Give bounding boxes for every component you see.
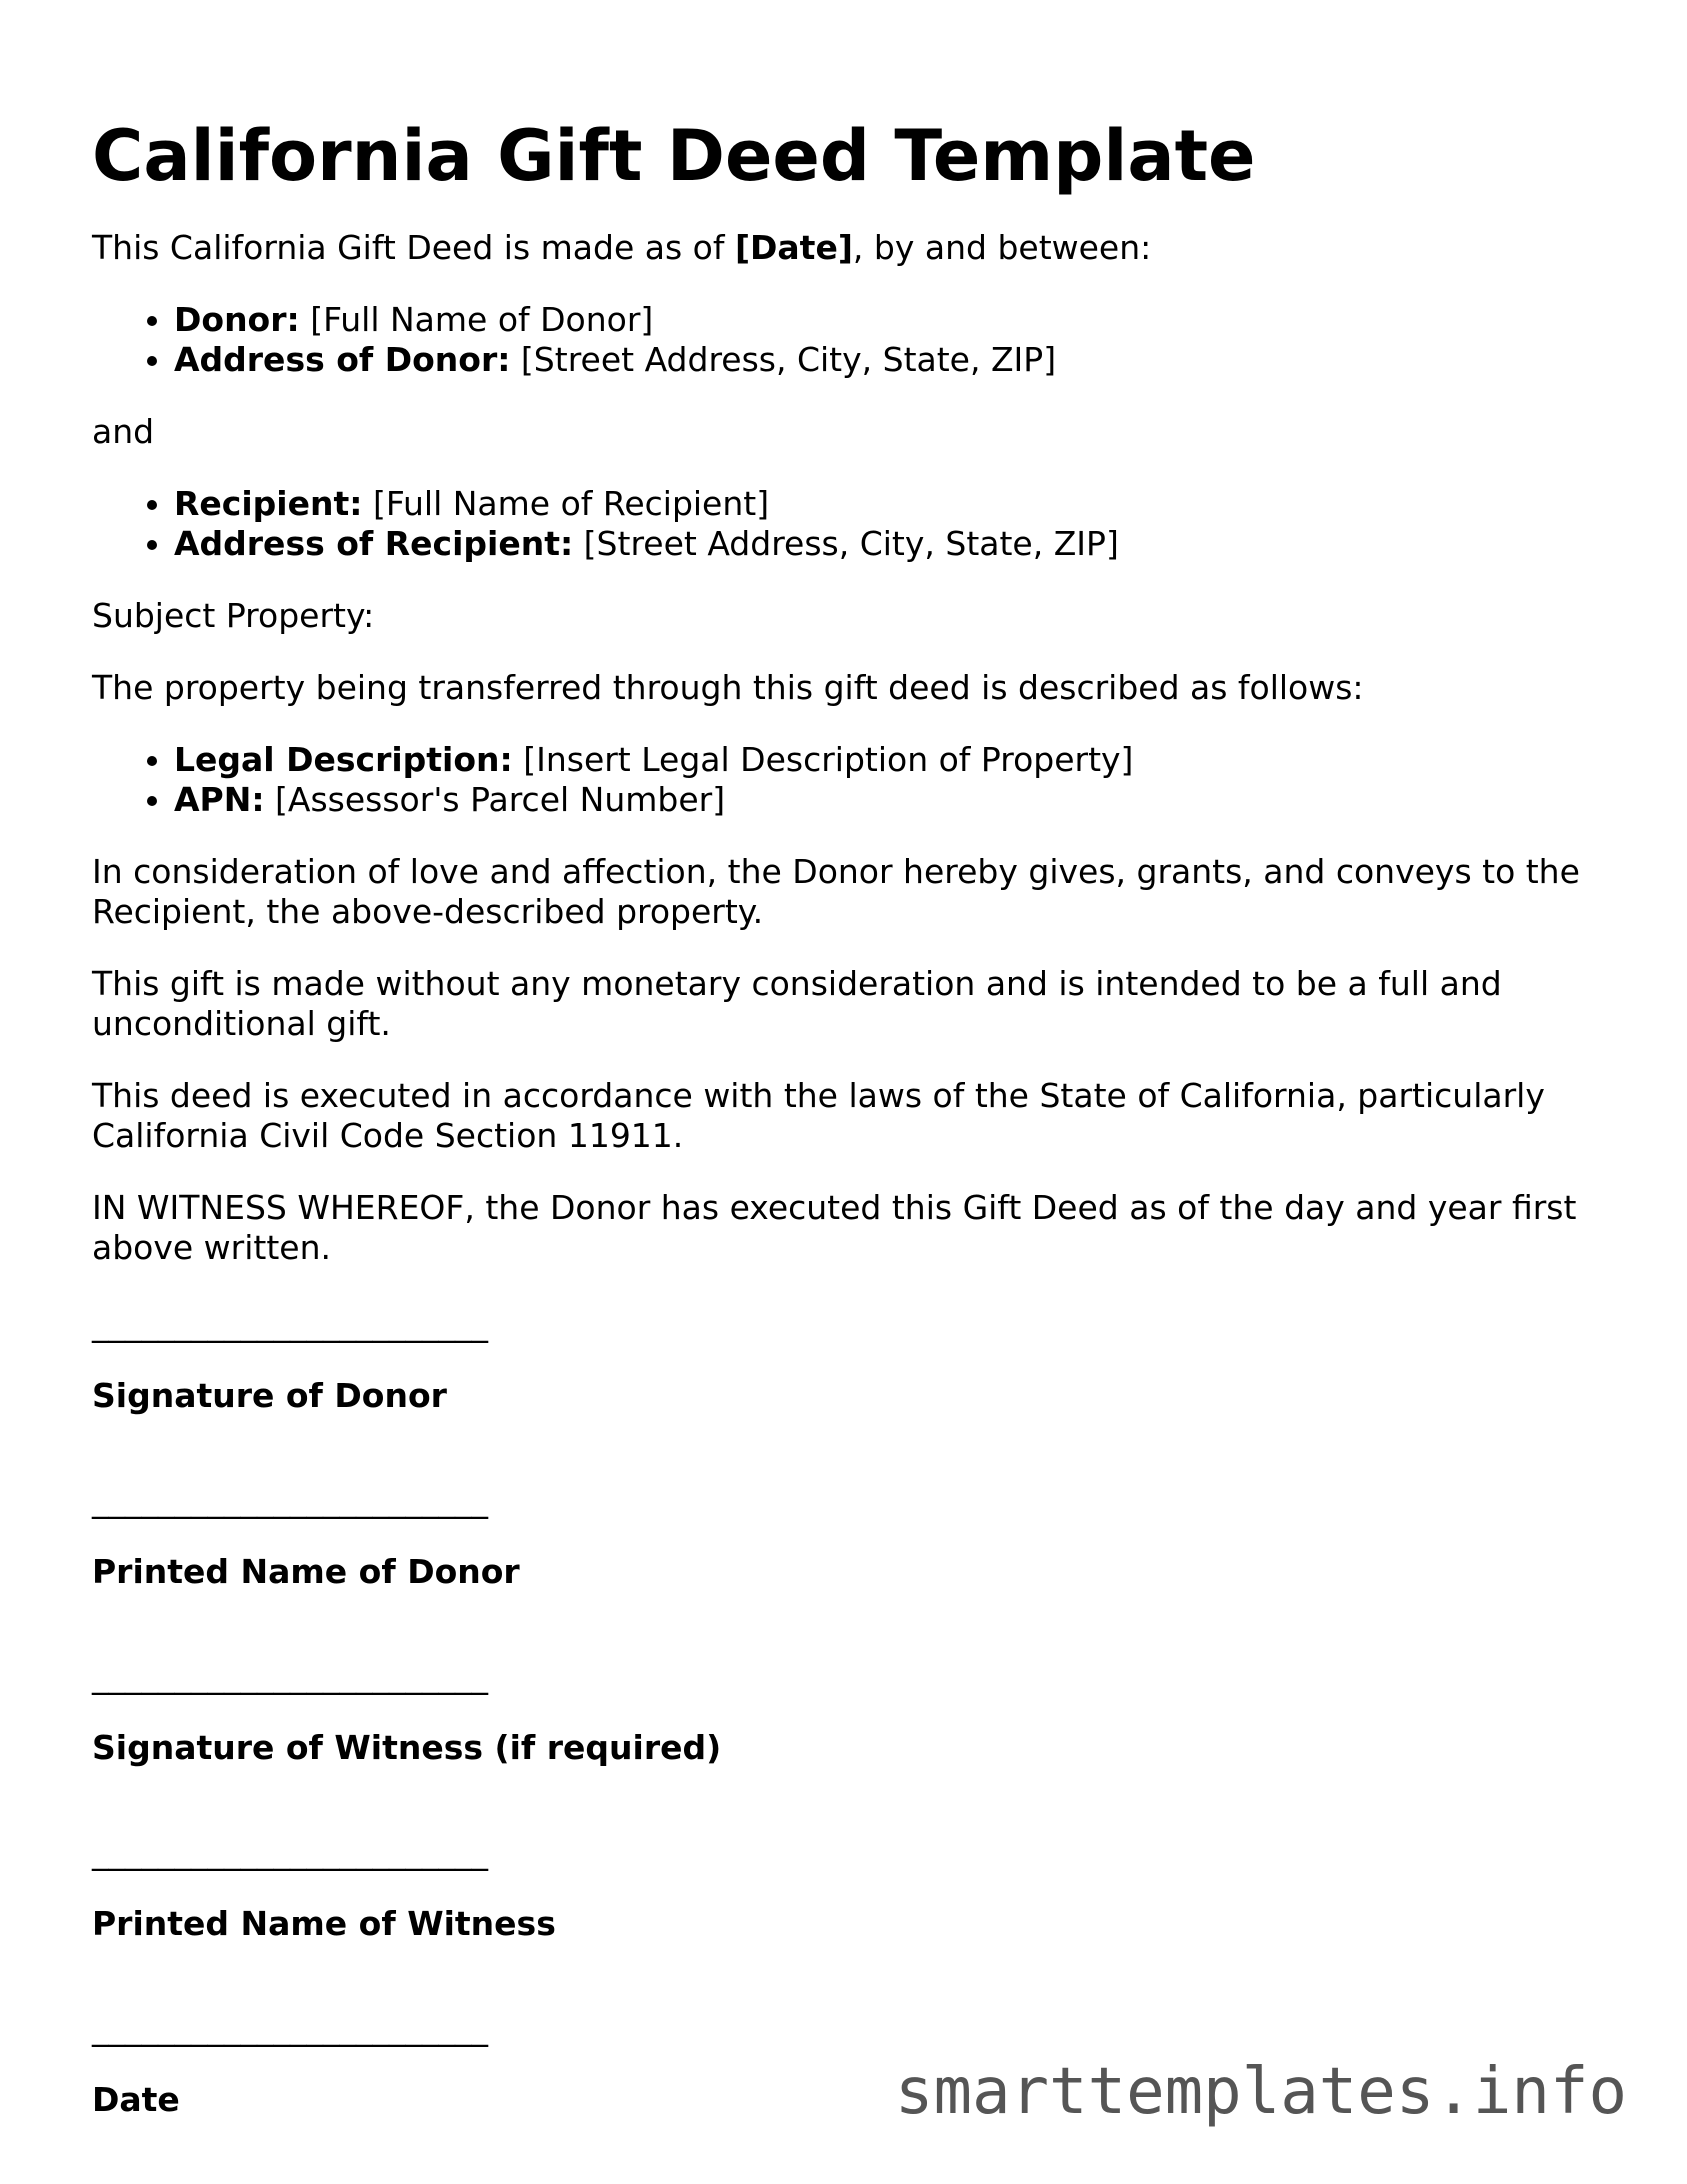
donor-address-label: Address of Donor: xyxy=(174,340,511,379)
recipient-list xyxy=(92,484,1612,564)
donor-value: [Full Name of Donor] xyxy=(299,300,654,339)
list-item-legal-description xyxy=(174,740,1612,780)
signature-line-date: ________________________ xyxy=(92,2008,488,2047)
signature-line-donor: ________________________ xyxy=(92,1304,488,1343)
subject-property-heading: Subject Property: xyxy=(92,596,375,635)
donor-label: Donor: xyxy=(174,300,300,339)
signature-of-witness-label: Signature of Witness (if required) xyxy=(92,1728,722,1767)
recipient-value: [Full Name of Recipient] xyxy=(362,484,770,523)
recipient-address-label: Address of Recipient: xyxy=(174,524,574,563)
legal-description-value: [Insert Legal Description of Property] xyxy=(512,740,1134,779)
intro-paragraph xyxy=(92,228,1612,268)
list-item-donor-address xyxy=(174,340,1612,380)
witness-paragraph: IN WITNESS WHEREOF, the Donor has executed this Gift Deed as of the day and year first above written. xyxy=(92,1188,1577,1267)
recipient-address-value: [Street Address, City, State, ZIP] xyxy=(573,524,1119,563)
printed-name-of-witness-label: Printed Name of Witness xyxy=(92,1904,556,1943)
document-page xyxy=(92,112,1612,2184)
signature-block xyxy=(92,1304,1612,2120)
signature-of-donor-label: Signature of Donor xyxy=(92,1376,447,1415)
signature-line-printed-witness: ________________________ xyxy=(92,1832,488,1871)
intro-before: This California Gift Deed is made as of xyxy=(92,228,735,267)
date-label: Date xyxy=(92,2080,180,2119)
signature-line-printed-donor: ________________________ xyxy=(92,1480,488,1519)
apn-label: APN: xyxy=(174,780,265,819)
property-intro: The property being transferred through this gift deed is described as follows: xyxy=(92,668,1364,707)
apn-value: [Assessor's Parcel Number] xyxy=(264,780,726,819)
consideration-paragraph: In consideration of love and affection, the Donor hereby gives, grants, and conveys to the Recipient, the above-described property. xyxy=(92,852,1580,931)
donor-list xyxy=(92,300,1612,380)
law-paragraph: This deed is executed in accordance with the laws of the State of California, particularly California Civil Code Section 11911. xyxy=(92,1076,1545,1155)
donor-address-value: [Street Address, City, State, ZIP] xyxy=(510,340,1057,379)
list-item-recipient-address xyxy=(174,524,1612,564)
signature-line-witness: ________________________ xyxy=(92,1656,488,1695)
list-item-recipient xyxy=(174,484,1612,524)
printed-name-of-donor-label: Printed Name of Donor xyxy=(92,1552,520,1591)
recipient-label: Recipient: xyxy=(174,484,363,523)
document-title: California Gift Deed Template xyxy=(92,115,1256,197)
date-placeholder: [Date] xyxy=(734,228,853,267)
legal-description-label: Legal Description: xyxy=(174,740,513,779)
monetary-paragraph: This gift is made without any monetary consideration and is intended to be a full and unconditional gift. xyxy=(92,964,1502,1043)
intro-after: , by and between: xyxy=(852,228,1152,267)
list-item-donor xyxy=(174,300,1612,340)
property-list xyxy=(92,740,1612,820)
and-text: and xyxy=(92,412,155,451)
list-item-apn xyxy=(174,780,1612,820)
watermark: smarttemplates.info xyxy=(894,2055,1627,2129)
